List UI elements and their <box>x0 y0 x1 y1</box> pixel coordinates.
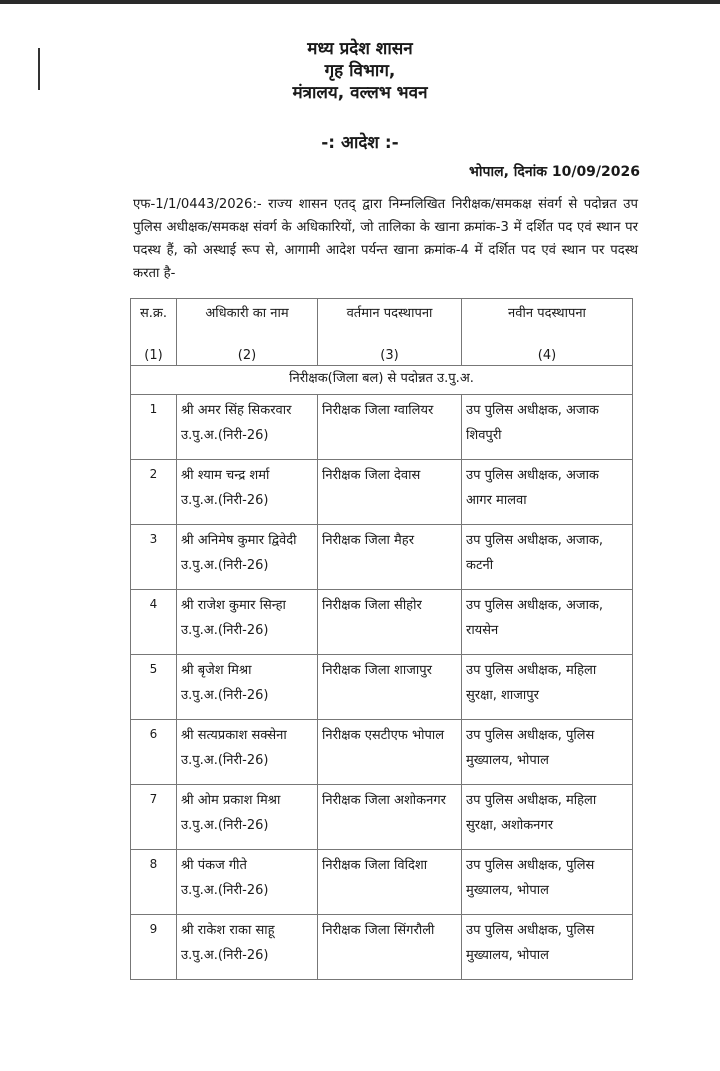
officer-cell <box>177 460 318 525</box>
serial-number: 9 <box>131 915 177 980</box>
table-row <box>131 395 633 460</box>
officer-name: श्री अमर सिंह सिकरवार <box>181 403 292 418</box>
table-row <box>131 785 633 850</box>
officer-rank: उ.पु.अ.(निरी-26) <box>181 493 269 508</box>
serial-number: 6 <box>131 720 177 785</box>
posting-table <box>130 298 633 980</box>
officer-rank: उ.पु.अ.(निरी-26) <box>181 948 269 963</box>
page-top-edge <box>0 0 720 4</box>
current-posting: निरीक्षक जिला सीहोर <box>318 590 462 655</box>
order-title: -: आदेश :- <box>321 133 399 153</box>
new-posting: उप पुलिस अधीक्षक, अजाक, रायसेन <box>462 590 633 655</box>
officer-cell <box>177 655 318 720</box>
current-posting: निरीक्षक जिला विदिशा <box>318 850 462 915</box>
table-row <box>131 460 633 525</box>
letterhead-line-3: मंत्रालय, वल्लभ भवन <box>292 83 428 103</box>
officer-cell <box>177 525 318 590</box>
serial-number: 5 <box>131 655 177 720</box>
officer-name: श्री बृजेश मिश्रा <box>181 663 252 678</box>
current-posting: निरीक्षक जिला अशोकनगर <box>318 785 462 850</box>
officer-rank: उ.पु.अ.(निरी-26) <box>181 623 269 638</box>
officer-rank: उ.पु.अ.(निरी-26) <box>181 688 269 703</box>
current-posting: निरीक्षक जिला देवास <box>318 460 462 525</box>
officer-cell <box>177 590 318 655</box>
column-header-name: अधिकारी का नाम (2) <box>177 299 318 366</box>
current-posting: निरीक्षक जिला सिंगरौली <box>318 915 462 980</box>
officer-cell <box>177 850 318 915</box>
date-line: भोपाल, दिनांक 10/09/2026 <box>469 164 640 180</box>
current-posting: निरीक्षक एसटीएफ भोपाल <box>318 720 462 785</box>
serial-number: 4 <box>131 590 177 655</box>
section-heading-row <box>131 366 633 395</box>
officer-name: श्री राजेश कुमार सिन्हा <box>181 598 286 613</box>
new-posting: उप पुलिस अधीक्षक, अजाक, कटनी <box>462 525 633 590</box>
table-header-row <box>131 299 633 366</box>
officer-name: श्री अनिमेष कुमार द्विवेदी <box>181 533 297 548</box>
table-row <box>131 655 633 720</box>
table-row <box>131 525 633 590</box>
officer-rank: उ.पु.अ.(निरी-26) <box>181 558 269 573</box>
officer-cell <box>177 395 318 460</box>
current-posting: निरीक्षक जिला शाजापुर <box>318 655 462 720</box>
officer-rank: उ.पु.अ.(निरी-26) <box>181 753 269 768</box>
new-posting: उप पुलिस अधीक्षक, महिला सुरक्षा, शाजापुर <box>462 655 633 720</box>
column-header-sno: स.क्र. (1) <box>131 299 177 366</box>
officer-name: श्री ओम प्रकाश मिश्रा <box>181 793 281 808</box>
officer-cell <box>177 915 318 980</box>
officer-name: श्री श्याम चन्द्र शर्मा <box>181 468 270 483</box>
officer-rank: उ.पु.अ.(निरी-26) <box>181 818 269 833</box>
serial-number: 2 <box>131 460 177 525</box>
column-header-new: नवीन पदस्थापना (4) <box>462 299 633 366</box>
current-posting: निरीक्षक जिला मैहर <box>318 525 462 590</box>
order-body-text: एफ-1/1/0443/2026:- राज्य शासन एतद् द्वारा निम्नलिखित निरीक्षक/समकक्ष संवर्ग से पदोन्नत उप पुलिस अधीक्षक/समकक्ष संवर्ग के अधिकारियों, जो तालिका के खाना क्रमांक-3 में दर्शित पद एवं स्थान पर पदस्थ हैं, को अस्थाई रूप से, आगामी आदेश पर्यन्त खाना क्रमांक-4 में दर्शित पद एवं स्थान पर पदस्थ करता है- <box>133 197 638 281</box>
table-row <box>131 850 633 915</box>
officer-cell <box>177 720 318 785</box>
officer-rank: उ.पु.अ.(निरी-26) <box>181 883 269 898</box>
officer-rank: उ.पु.अ.(निरी-26) <box>181 428 269 443</box>
serial-number: 3 <box>131 525 177 590</box>
new-posting: उप पुलिस अधीक्षक, पुलिस मुख्यालय, भोपाल <box>462 915 633 980</box>
serial-number: 1 <box>131 395 177 460</box>
letterhead-line-1: मध्य प्रदेश शासन <box>307 39 413 59</box>
current-posting: निरीक्षक जिला ग्वालियर <box>318 395 462 460</box>
officer-cell <box>177 785 318 850</box>
officer-name: श्री राकेश राका साहू <box>181 923 275 938</box>
officer-name: श्री सत्यप्रकाश सक्सेना <box>181 728 287 743</box>
table-row <box>131 915 633 980</box>
letterhead-line-2: गृह विभाग, <box>324 61 396 81</box>
new-posting: उप पुलिस अधीक्षक, पुलिस मुख्यालय, भोपाल <box>462 850 633 915</box>
serial-number: 7 <box>131 785 177 850</box>
officer-name: श्री पंकज गीते <box>181 858 247 873</box>
table-row <box>131 590 633 655</box>
table-row <box>131 720 633 785</box>
letterhead <box>0 38 720 104</box>
new-posting: उप पुलिस अधीक्षक, पुलिस मुख्यालय, भोपाल <box>462 720 633 785</box>
serial-number: 8 <box>131 850 177 915</box>
new-posting: उप पुलिस अधीक्षक, अजाक शिवपुरी <box>462 395 633 460</box>
section-heading: निरीक्षक(जिला बल) से पदोन्नत उ.पु.अ. <box>131 366 633 395</box>
new-posting: उप पुलिस अधीक्षक, अजाक आगर मालवा <box>462 460 633 525</box>
column-header-current: वर्तमान पदस्थापना (3) <box>318 299 462 366</box>
new-posting: उप पुलिस अधीक्षक, महिला सुरक्षा, अशोकनगर <box>462 785 633 850</box>
